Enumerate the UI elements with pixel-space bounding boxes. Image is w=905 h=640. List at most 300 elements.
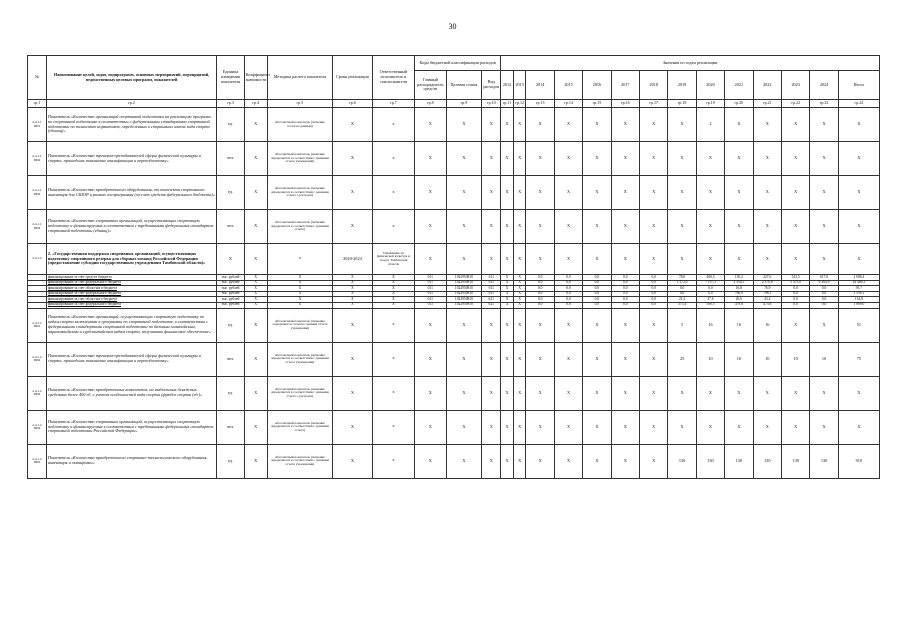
row-name-cell: финансирование за счет областного бюджета bbox=[46, 286, 216, 292]
row-value-cell: X bbox=[611, 244, 639, 275]
row-value-cell: X bbox=[640, 342, 668, 376]
row-value-cell: 0,0 bbox=[554, 286, 582, 292]
row-value-cell: X bbox=[810, 142, 838, 176]
row-exp-cell: X bbox=[482, 308, 501, 342]
row-value-cell: X bbox=[753, 410, 781, 444]
row-value-cell: X bbox=[753, 176, 781, 210]
row-exp-cell: 621 bbox=[482, 297, 501, 303]
header-values-group: Значения по годам реализации bbox=[501, 56, 880, 71]
row-value-cell: X bbox=[513, 210, 526, 244]
row-value-cell: X bbox=[513, 176, 526, 210]
row-grbs-cell: X bbox=[414, 108, 446, 142]
row-method-cell: X bbox=[267, 286, 332, 292]
row-value-cell: 0,0 bbox=[583, 280, 611, 286]
row-unit-cell: тыс. рублей bbox=[217, 302, 244, 308]
column-number-cell: гр.8 bbox=[414, 100, 446, 108]
row-code-cell: 2.4.1.2 ПИ4 bbox=[28, 410, 47, 444]
row-value-cell: 150,2 bbox=[725, 275, 753, 281]
row-value-cell: X bbox=[513, 280, 526, 286]
column-number-cell: гр.18 bbox=[668, 100, 696, 108]
row-value-cell: X bbox=[611, 210, 639, 244]
header-year: 2019 bbox=[668, 71, 696, 100]
row-value-cell: X bbox=[513, 286, 526, 292]
row-method-cell: Абсолютный показатель (значение определяется в соответствии с данными отчета учреждения) bbox=[267, 142, 332, 176]
row-method-cell: X bbox=[267, 291, 332, 297]
header-coef: Коэффициент значимости bbox=[244, 56, 267, 100]
row-value-cell: X bbox=[753, 108, 781, 142]
row-name-cell: финансирование за счет федерального бюджета bbox=[46, 302, 216, 308]
row-code-cell: 2.4.1.1 ПИ3 bbox=[28, 176, 47, 210]
row-value-cell: X bbox=[668, 376, 696, 410]
row-exp-cell: X bbox=[482, 210, 501, 244]
row-article-cell: X bbox=[446, 444, 482, 478]
row-exp-cell: X bbox=[482, 410, 501, 444]
row-value-cell: 0,0 bbox=[583, 297, 611, 303]
row-method-cell: X bbox=[267, 280, 332, 286]
row-unit-cell: тыс. рублей bbox=[217, 280, 244, 286]
header-row-top bbox=[28, 56, 880, 71]
row-code-cell: 2.4.1.1 ПИ4 bbox=[28, 210, 47, 244]
column-number-cell: гр.1 bbox=[28, 100, 47, 108]
row-article-cell: X bbox=[446, 376, 482, 410]
row-exp-cell: X bbox=[482, 142, 501, 176]
row-exp-cell: X bbox=[482, 342, 501, 376]
table-row bbox=[28, 444, 880, 478]
row-code-cell: 2.4.1.1 ПИ2 bbox=[28, 142, 47, 176]
row-value-cell: X bbox=[668, 410, 696, 444]
row-term-cell: X bbox=[332, 302, 372, 308]
column-number-cell: гр.3 bbox=[217, 100, 244, 108]
header-num: № bbox=[28, 56, 47, 100]
row-value-cell: 0,0 bbox=[583, 291, 611, 297]
row-name-cell: Показатель «Количество приобретенного оборудования, от комплекта спортивного инвентаря для СШОР в рамках госпрограммы (за счет средств федерального бюджета)» bbox=[46, 176, 216, 210]
row-code-cell: 2.4.1.2 ПИ1 bbox=[28, 308, 47, 342]
row-value-cell: X bbox=[640, 210, 668, 244]
row-grbs-cell: 011 bbox=[414, 297, 446, 303]
row-code-cell: 2.4.1.1 ПИ1 bbox=[28, 108, 47, 142]
row-value-cell: X bbox=[583, 210, 611, 244]
row-resp-cell: X bbox=[372, 297, 414, 303]
row-value-cell: X bbox=[513, 308, 526, 342]
table-row bbox=[28, 108, 880, 142]
row-method-cell: X bbox=[267, 297, 332, 303]
row-value-cell: X bbox=[838, 210, 879, 244]
row-method-cell: Абсолютный показатель (значение определяется в соответствии с данными отчета о расходах) bbox=[267, 376, 332, 410]
row-value-cell: 0,0 bbox=[640, 275, 668, 281]
row-value-cell: X bbox=[725, 176, 753, 210]
table-row bbox=[28, 342, 880, 376]
row-value-cell: 0,0 bbox=[526, 275, 554, 281]
row-value-cell: X bbox=[810, 410, 838, 444]
row-value-cell: 16 bbox=[725, 308, 753, 342]
row-resp-cell: Управление по физической культуре и спорту Тамбовской области bbox=[372, 244, 414, 275]
row-article-cell: X bbox=[446, 210, 482, 244]
row-value-cell: X bbox=[810, 210, 838, 244]
row-value-cell: X bbox=[501, 376, 514, 410]
row-resp-cell: X bbox=[372, 142, 414, 176]
row-value-cell: X bbox=[781, 410, 809, 444]
row-resp-cell: X bbox=[372, 280, 414, 286]
column-number-cell: гр.5 bbox=[267, 100, 332, 108]
row-term-cell: X bbox=[332, 342, 372, 376]
row-exp-cell: 621 bbox=[482, 302, 501, 308]
row-article-cell: 1022950810 bbox=[446, 286, 482, 292]
row-method-cell: Абсолютный показатель (значение определяется в соответствии с данными отчета) bbox=[267, 210, 332, 244]
row-value-cell: 0,0 bbox=[611, 291, 639, 297]
row-value-cell: 0,0 bbox=[781, 302, 809, 308]
row-value-cell: X bbox=[696, 176, 724, 210]
program-table bbox=[27, 55, 880, 479]
row-value-cell: X bbox=[501, 302, 514, 308]
row-value-cell: X bbox=[810, 176, 838, 210]
row-value-cell: X bbox=[640, 108, 668, 142]
row-unit-cell: ед. bbox=[217, 444, 244, 478]
row-value-cell: X bbox=[611, 176, 639, 210]
column-number-cell: гр.9 bbox=[446, 100, 482, 108]
row-article-cell: 1022950810 bbox=[446, 302, 482, 308]
row-value-cell: X bbox=[554, 308, 582, 342]
row-value-cell: 10 bbox=[810, 342, 838, 376]
row-value-cell: 16 bbox=[753, 308, 781, 342]
row-value-cell: 0,0 bbox=[554, 302, 582, 308]
row-coef-cell: X bbox=[244, 176, 267, 210]
row-value-cell: X bbox=[526, 244, 554, 275]
row-name-cell: финансирование за счет областного бюджета bbox=[46, 297, 216, 303]
row-grbs-cell: X bbox=[414, 244, 446, 275]
row-coef-cell: X bbox=[244, 286, 267, 292]
row-value-cell: X bbox=[554, 210, 582, 244]
row-value-cell: 227,6 bbox=[753, 275, 781, 281]
row-value-cell: X bbox=[501, 280, 514, 286]
table-row bbox=[28, 410, 880, 444]
row-coef-cell: X bbox=[244, 210, 267, 244]
row-value-cell: X bbox=[810, 376, 838, 410]
row-value-cell: X bbox=[696, 376, 724, 410]
row-value-cell: 0,0 bbox=[696, 291, 724, 297]
row-method-cell: X bbox=[267, 244, 332, 275]
row-exp-cell: X bbox=[482, 108, 501, 142]
row-value-cell: X bbox=[583, 342, 611, 376]
row-unit-cell: чел. bbox=[217, 342, 244, 376]
row-grbs-cell: 011 bbox=[414, 291, 446, 297]
row-value-cell: X bbox=[640, 410, 668, 444]
row-value-cell: X bbox=[526, 142, 554, 176]
row-value-cell: X bbox=[640, 376, 668, 410]
column-number-cell: гр.13 bbox=[526, 100, 554, 108]
row-value-cell: 0,0 bbox=[526, 291, 554, 297]
row-value-cell: X bbox=[513, 376, 526, 410]
row-method-cell: Абсолютный показатель (значение определяется в соответствии с данными отчета) bbox=[267, 410, 332, 444]
row-method-cell: X bbox=[267, 275, 332, 281]
row-value-cell: 2 088,4 bbox=[838, 275, 879, 281]
row-article-cell: X bbox=[446, 142, 482, 176]
row-value-cell: 130 bbox=[725, 444, 753, 478]
row-coef-cell: X bbox=[244, 297, 267, 303]
row-resp-cell: X bbox=[372, 376, 414, 410]
header-unit: Единица измерения показателя bbox=[217, 56, 244, 100]
row-value-cell: X bbox=[611, 142, 639, 176]
row-value-cell: 375,4 bbox=[668, 302, 696, 308]
row-name-cell: Показатель «Количество организаций, осуществляющих спортивную подготовку по видам спорта включенным в программы по спортивной подготовке, в соответствии с федеральными стандартами спортивной подготовки по базовым олимпийским, паралимпийским и сурдлимпийским видам спорта, получивших финансовое обеспечение» bbox=[46, 308, 216, 342]
row-value-cell: 6 264,9 bbox=[810, 280, 838, 286]
row-name-cell: Показатель «Количество организаций спортивной подготовки на реализацию программ по спортивной подготовке в соответствии с федеральными стандартами спортивной подготовки по полностью нормативов, определенных в спортивных актах вида спорта (единиц)» bbox=[46, 108, 216, 142]
header-budget-group: Коды бюджетной классификации расходов bbox=[414, 56, 500, 71]
column-number-cell: гр.7 bbox=[372, 100, 414, 108]
row-value-cell: X bbox=[554, 376, 582, 410]
row-value-cell: X bbox=[526, 210, 554, 244]
row-value-cell: 76,9 bbox=[753, 286, 781, 292]
row-value-cell: 0,0 bbox=[696, 286, 724, 292]
row-exp-cell: X bbox=[482, 376, 501, 410]
row-coef-cell: X bbox=[244, 342, 267, 376]
header-target-article: Целевая статья bbox=[446, 71, 482, 100]
row-value-cell: 130 bbox=[753, 444, 781, 478]
row-unit-cell: чел. bbox=[217, 210, 244, 244]
row-value-cell: X bbox=[513, 275, 526, 281]
table-row bbox=[28, 142, 880, 176]
row-method-cell: Абсолютный показатель (значение согласно данным) bbox=[267, 108, 332, 142]
row-value-cell: X bbox=[611, 410, 639, 444]
row-value-cell: X bbox=[696, 142, 724, 176]
row-value-cell: 130 bbox=[781, 444, 809, 478]
row-value-cell: X bbox=[696, 410, 724, 444]
column-number-cell: гр.23 bbox=[810, 100, 838, 108]
row-value-cell: 24 466,3 bbox=[838, 280, 879, 286]
row-value-cell: 2 370,8 bbox=[753, 280, 781, 286]
row-value-cell: X bbox=[810, 108, 838, 142]
row-value-cell: X bbox=[583, 444, 611, 478]
row-value-cell: X bbox=[501, 297, 514, 303]
row-value-cell: X bbox=[781, 376, 809, 410]
row-value-cell: X bbox=[513, 444, 526, 478]
row-value-cell: 134,8 bbox=[838, 297, 879, 303]
row-code-cell: 2.4.1.2 ПИ3 bbox=[28, 376, 47, 410]
row-exp-cell: 611 bbox=[482, 275, 501, 281]
row-value-cell: X bbox=[554, 342, 582, 376]
row-article-cell: 1022950810 bbox=[446, 297, 482, 303]
row-value-cell: X bbox=[513, 297, 526, 303]
row-value-cell: X bbox=[640, 176, 668, 210]
row-name-cell: Показатель «Количество спортивных организаций, осуществляющих спортивную подготовку и финансируемых в соответствии с требованиями федеральных стандартов спортивной подготовки Российской Федерации» bbox=[46, 410, 216, 444]
row-value-cell: X bbox=[554, 176, 582, 210]
row-value-cell: 0,0 bbox=[583, 302, 611, 308]
row-value-cell: 479,6 bbox=[725, 302, 753, 308]
row-value-cell: X bbox=[501, 176, 514, 210]
row-value-cell: 93,7 bbox=[838, 286, 879, 292]
row-value-cell: 0,0 bbox=[781, 286, 809, 292]
column-number-cell: гр.2 bbox=[46, 100, 216, 108]
row-value-cell: X bbox=[513, 342, 526, 376]
row-coef-cell: X bbox=[244, 108, 267, 142]
row-method-cell: X bbox=[267, 302, 332, 308]
row-article-cell: X bbox=[446, 108, 482, 142]
row-value-cell: X bbox=[781, 176, 809, 210]
row-exp-cell: 611 bbox=[482, 291, 501, 297]
header-total: Итого bbox=[838, 71, 879, 100]
row-value-cell: X bbox=[668, 244, 696, 275]
row-value-cell: X bbox=[668, 210, 696, 244]
row-term-cell: X bbox=[332, 291, 372, 297]
row-name-cell: 2. «Государственная поддержка спортивных организаций, осуществляющих подготовку спортивного резерва для сборных команд Российской Федерации (предоставление субсидии государственным учреждениям Тамбовской области)» bbox=[46, 244, 216, 275]
header-year: 2016 bbox=[583, 71, 611, 100]
row-method-cell: Абсолютный показатель (значение определяется согласно данным отчета учреждения) bbox=[267, 308, 332, 342]
row-value-cell: 617,8 bbox=[810, 275, 838, 281]
row-coef-cell: X bbox=[244, 410, 267, 444]
row-value-cell: 0,0 bbox=[611, 297, 639, 303]
row-value-cell: 10 bbox=[725, 342, 753, 376]
row-value-cell: X bbox=[501, 244, 514, 275]
row-value-cell: X bbox=[753, 376, 781, 410]
row-term-cell: X bbox=[332, 280, 372, 286]
row-value-cell: 0,0 bbox=[640, 297, 668, 303]
row-value-cell: 580,5 bbox=[696, 302, 724, 308]
row-value-cell: X bbox=[526, 410, 554, 444]
row-value-cell: 0,0 bbox=[611, 302, 639, 308]
row-term-cell: X bbox=[332, 142, 372, 176]
row-term-cell: X bbox=[332, 444, 372, 478]
row-value-cell: X bbox=[513, 108, 526, 142]
row-method-cell: Абсолютный показатель (значение определяется в соответствии с данными отчета учреждения) bbox=[267, 342, 332, 376]
column-number-cell: гр.11 bbox=[501, 100, 514, 108]
row-value-cell: X bbox=[501, 286, 514, 292]
table-row bbox=[28, 308, 880, 342]
row-article-cell: X bbox=[446, 410, 482, 444]
row-term-cell: X bbox=[332, 108, 372, 142]
row-term-cell: 2020-2024 bbox=[332, 244, 372, 275]
row-value-cell: X bbox=[838, 176, 879, 210]
row-value-cell: 16 bbox=[696, 308, 724, 342]
row-value-cell: 51 bbox=[838, 308, 879, 342]
row-value-cell: 0,0 bbox=[781, 297, 809, 303]
row-exp-cell: X bbox=[482, 444, 501, 478]
row-article-cell: X bbox=[446, 308, 482, 342]
row-value-cell: X bbox=[725, 210, 753, 244]
row-value-cell: 0,0 bbox=[810, 302, 838, 308]
row-value-cell: X bbox=[810, 308, 838, 342]
row-grbs-cell: X bbox=[414, 342, 446, 376]
row-code-cell: 2.4.1.2 ПИ2 bbox=[28, 342, 47, 376]
row-unit-cell: тыс. рублей bbox=[217, 297, 244, 303]
row-grbs-cell: X bbox=[414, 444, 446, 478]
row-value-cell: X bbox=[725, 244, 753, 275]
column-number-cell: гр.21 bbox=[753, 100, 781, 108]
row-value-cell: X bbox=[554, 108, 582, 142]
row-value-cell: X bbox=[640, 444, 668, 478]
row-grbs-cell: X bbox=[414, 210, 446, 244]
row-term-cell: X bbox=[332, 308, 372, 342]
row-grbs-cell: 011 bbox=[414, 302, 446, 308]
row-resp-cell: X bbox=[372, 210, 414, 244]
row-value-cell: X bbox=[781, 142, 809, 176]
header-year: 2021 bbox=[725, 71, 753, 100]
row-value-cell: 75 bbox=[838, 342, 879, 376]
column-number-cell: гр.14 bbox=[554, 100, 582, 108]
header-year: 2014 bbox=[526, 71, 554, 100]
header-year: 2018 bbox=[640, 71, 668, 100]
row-value-cell: X bbox=[611, 376, 639, 410]
header-year: 2024 bbox=[810, 71, 838, 100]
row-value-cell: X bbox=[513, 410, 526, 444]
row-resp-cell: X bbox=[372, 342, 414, 376]
row-term-cell: X bbox=[332, 275, 372, 281]
row-article-cell: 1022950810 bbox=[446, 280, 482, 286]
header-year: 2017 bbox=[611, 71, 639, 100]
row-value-cell: 7 197,3 bbox=[696, 280, 724, 286]
row-grbs-cell: X bbox=[414, 176, 446, 210]
row-value-cell: X bbox=[725, 142, 753, 176]
row-unit-cell: ед. bbox=[217, 176, 244, 210]
row-method-cell: Абсолютный показатель (значение определяется в соответствии с данными отчета о расходах) bbox=[267, 176, 332, 210]
row-resp-cell: X bbox=[372, 176, 414, 210]
row-value-cell: 1 272,0 bbox=[668, 280, 696, 286]
column-number-cell: гр.24 bbox=[838, 100, 879, 108]
column-number-cell: гр.19 bbox=[696, 100, 724, 108]
row-grbs-cell: X bbox=[414, 376, 446, 410]
row-value-cell: X bbox=[583, 108, 611, 142]
row-value-cell: X bbox=[753, 244, 781, 275]
row-term-cell: X bbox=[332, 410, 372, 444]
row-value-cell: 0,0 bbox=[640, 291, 668, 297]
row-value-cell: 0,0 bbox=[810, 291, 838, 297]
column-numbers-row bbox=[28, 100, 880, 108]
row-value-cell: 0,0 bbox=[640, 302, 668, 308]
row-article-cell: X bbox=[446, 244, 482, 275]
row-value-cell: 0,0 bbox=[668, 286, 696, 292]
row-coef-cell: X bbox=[244, 244, 267, 275]
row-value-cell: X bbox=[513, 302, 526, 308]
row-value-cell: X bbox=[583, 176, 611, 210]
column-number-cell: гр.15 bbox=[583, 100, 611, 108]
header-year: 2013 bbox=[513, 71, 526, 100]
row-value-cell: 21,4 bbox=[668, 297, 696, 303]
header-year: 2012 bbox=[501, 71, 514, 100]
row-resp-cell: X bbox=[372, 444, 414, 478]
row-value-cell: 130 bbox=[810, 444, 838, 478]
row-value-cell: X bbox=[526, 308, 554, 342]
row-name-cell: Показатель «Количество тренеров-преподавателей сферы физической культуры и спорта, прошедших повышение квалификации и переподготовку» bbox=[46, 342, 216, 376]
row-resp-cell: X bbox=[372, 286, 414, 292]
row-method-cell: Абсолютный показатель (значение определяется в соответствии с данными отчета учреждения) bbox=[267, 444, 332, 478]
row-value-cell: X bbox=[838, 142, 879, 176]
row-value-cell: X bbox=[526, 444, 554, 478]
row-value-cell: 16,8 bbox=[725, 286, 753, 292]
row-value-cell: X bbox=[611, 444, 639, 478]
row-article-cell: X bbox=[446, 176, 482, 210]
header-resp: Ответственный исполнитель и соисполнители bbox=[372, 56, 414, 100]
row-value-cell: X bbox=[640, 142, 668, 176]
row-value-cell: 0,0 bbox=[640, 280, 668, 286]
row-value-cell: 0,0 bbox=[668, 291, 696, 297]
row-value-cell: X bbox=[838, 108, 879, 142]
row-name-cell: Показатель «Количество спортивных организаций, осуществляющих спортивную подготовку и финансируемых в соответствии с требованиями федеральных стандартов спортивной подготовки (единиц)» bbox=[46, 210, 216, 244]
row-value-cell: X bbox=[838, 244, 879, 275]
row-value-cell: X bbox=[501, 444, 514, 478]
row-value-cell: 0,0 bbox=[554, 275, 582, 281]
row-value-cell: X bbox=[781, 308, 809, 342]
row-value-cell: 0,0 bbox=[554, 297, 582, 303]
row-value-cell: 473,6 bbox=[753, 302, 781, 308]
row-value-cell: X bbox=[725, 376, 753, 410]
row-value-cell: 130 bbox=[668, 444, 696, 478]
row-value-cell: X bbox=[501, 410, 514, 444]
row-value-cell: X bbox=[526, 376, 554, 410]
row-value-cell: X bbox=[668, 176, 696, 210]
table-body bbox=[28, 100, 880, 479]
row-unit-cell: тыс. рублей bbox=[217, 286, 244, 292]
row-value-cell: X bbox=[753, 210, 781, 244]
row-grbs-cell: X bbox=[414, 142, 446, 176]
row-unit-cell: X bbox=[217, 244, 244, 275]
